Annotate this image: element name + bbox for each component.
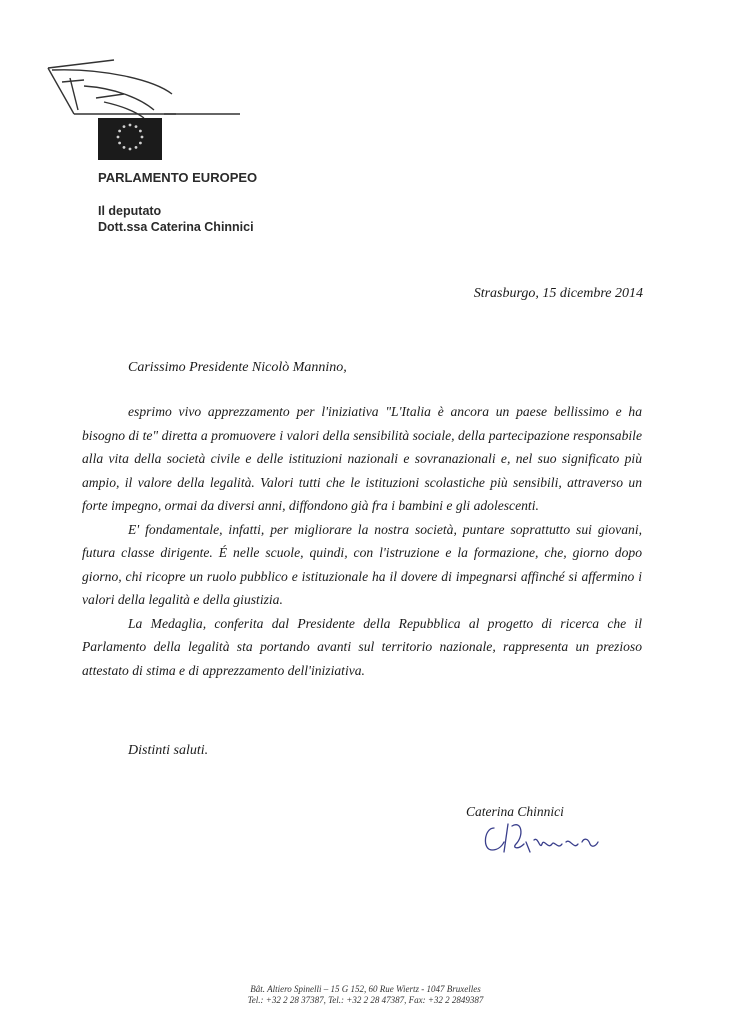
sender-block — [98, 203, 254, 235]
signature-name: Caterina Chinnici — [466, 804, 564, 819]
letter-date: Strasburgo, 15 dicembre 2014 — [473, 286, 643, 301]
letter-paragraph-3: La Medaglia, conferita dal Presidente della Repubblica al progetto di ricerca che il Parlamento della legalità sta portando avanti sul territorio nazionale, rappresenta un prezioso attestato di stima e di apprezzamento dell'iniziativa. — [82, 615, 642, 678]
letter-body — [82, 400, 642, 682]
letter-salutation: Carissimo Presidente Nicolò Mannino, — [128, 360, 347, 375]
footer-contacts: Tel.: +32 2 28 37387, Tel.: +32 2 28 47387, Fax: +32 2 2849387 — [247, 995, 484, 1005]
organization-name: PARLAMENTO EUROPEO — [98, 170, 258, 185]
letter-paragraph-2: E' fondamentale, infatti, per migliorare la nostra società, puntare soprattutto sui giovani, futura classe dirigente. É nelle scuole, quindi, con l'istruzione e la formazione, che, giorno dopo giorno, chi ricopre un ruolo pubblico e istituzionale ha il dovere di impegnarsi affinché si affermino i valori della legalità e della giustizia. — [82, 521, 642, 607]
sender-name: Dott.ssa Caterina Chinnici — [98, 220, 254, 234]
handwritten-signature-icon — [478, 814, 608, 858]
letter-footer — [0, 984, 731, 1006]
letter-closing: Distinti saluti. — [128, 743, 209, 758]
european-parliament-logo-icon — [44, 58, 244, 168]
eu-flag-icon — [98, 118, 162, 160]
letter-paragraph-1: esprimo vivo apprezzamento per l'iniziativa "L'Italia è ancora un paese bellissimo e ha bisogno di te" diretta a promuovere i valori della sensibilità sociale, della partecipazione responsabile alla vita della società civile e delle istituzioni nazionali e sovranazionali e, nel suo significato più ampio, il valore della legalità. Valori tutti che le istituzioni scolastiche più sensibili, attraverso un forte impegno, ormai da diversi anni, diffondono già fra i bambini e gli adolescenti. — [82, 404, 642, 513]
footer-address: Bât. Altiero Spinelli – 15 G 152, 60 Rue Wiertz - 1047 Bruxelles — [250, 984, 481, 994]
sender-role: Il deputato — [98, 204, 162, 218]
